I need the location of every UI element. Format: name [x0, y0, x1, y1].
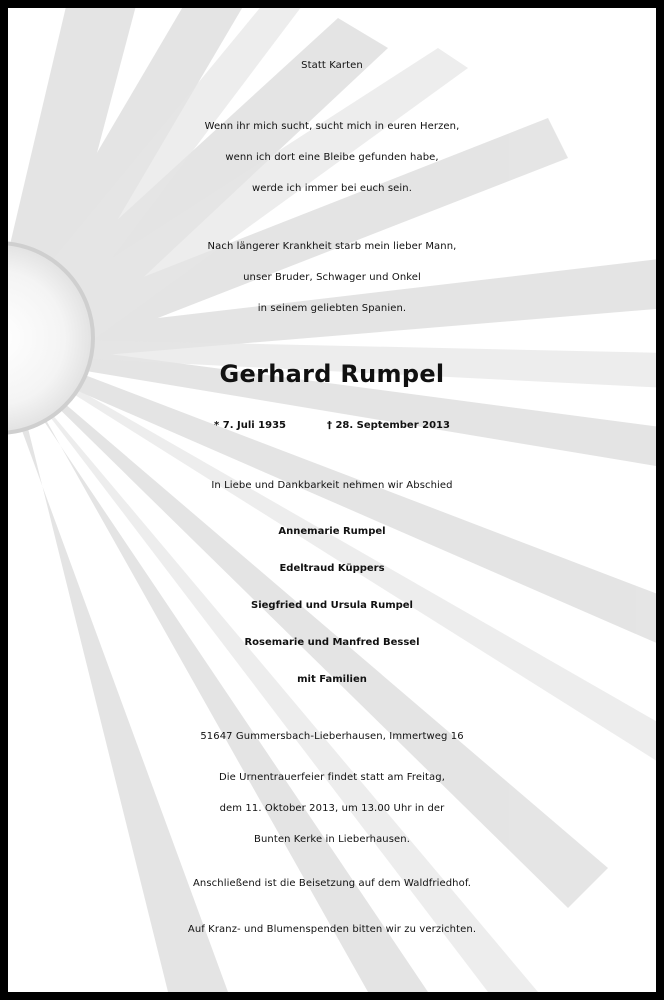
deceased-name: Gerhard Rumpel [219, 360, 445, 388]
birth-date: * 7. Juli 1935 [214, 420, 286, 431]
intro-line: in seinem geliebten Spanien. [257, 303, 407, 314]
poem-line: Wenn ihr mich sucht, sucht mich in euren Herzen, [204, 121, 460, 132]
farewell-text: In Liebe und Dankbarkeit nehmen wir Abschied [211, 480, 453, 491]
death-date: † 28. September 2013 [326, 420, 450, 431]
mourner-name: Annemarie Rumpel [278, 526, 386, 537]
mourner-name: Siegfried und Ursula Rumpel [251, 600, 413, 611]
poem-line: werde ich immer bei euch sein. [251, 183, 413, 194]
poem-line: wenn ich dort eine Bleibe gefunden habe, [225, 152, 439, 163]
request-text: Auf Kranz- und Blumenspenden bitten wir zu verzichten. [187, 924, 477, 935]
service-line: dem 11. Oktober 2013, um 13.00 Uhr in der [219, 803, 445, 814]
life-dates [8, 420, 656, 431]
mourner-name: Edeltraud Küppers [279, 563, 385, 574]
header-text: Statt Karten [301, 60, 363, 71]
intro-line: unser Bruder, Schwager und Onkel [243, 272, 421, 283]
service-line: Die Urnentrauerfeier findet statt am Freitag, [218, 772, 446, 783]
notice-text [8, 8, 656, 992]
burial-text: Anschließend ist die Beisetzung auf dem Waldfriedhof. [192, 878, 472, 889]
mourner-name: mit Familien [297, 674, 367, 685]
mourner-name: Rosemarie und Manfred Bessel [244, 637, 420, 648]
service-line: Bunten Kerke in Lieberhausen. [253, 834, 411, 845]
address-text: 51647 Gummersbach-Lieberhausen, Immertweg 16 [200, 731, 464, 742]
intro-line: Nach längerer Krankheit starb mein lieber Mann, [207, 241, 457, 252]
